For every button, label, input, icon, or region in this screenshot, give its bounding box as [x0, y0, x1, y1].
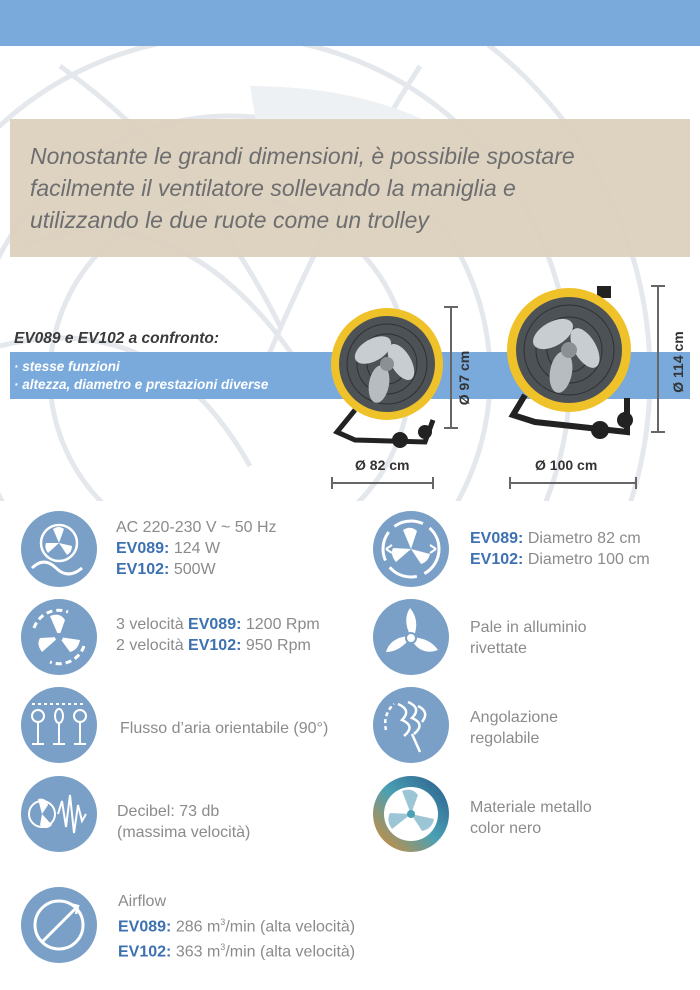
top-banner	[0, 0, 700, 46]
material-specs	[470, 797, 592, 839]
decibel-line-2: (massima velocità)	[117, 824, 251, 841]
feature-same-functions: · stesse funzioni	[14, 359, 120, 374]
airflow-value-1b: /min (alta velocità)	[225, 918, 356, 936]
blades-line-2: rivettate	[470, 640, 527, 657]
diameter-model-2: EV102:	[470, 551, 524, 568]
power-value-2: 500W	[169, 561, 216, 578]
tilt-icon	[372, 686, 450, 764]
feature-different-specs: · altezza, diametro e prestazioni diverse	[14, 377, 269, 392]
speed-value-1: 1200 Rpm	[241, 616, 320, 633]
decibel-icon	[20, 775, 98, 853]
diameter-specs	[470, 528, 650, 570]
diameter-value-1: Diametro 82 cm	[523, 530, 641, 547]
airflow-icon	[20, 886, 98, 964]
fan-ev102-height: Ø 114 cm	[670, 331, 686, 393]
airflow-direction-icon	[20, 686, 98, 764]
decibel-line-1: Decibel: 73 db	[117, 803, 220, 820]
airflow-model-1: EV089:	[118, 918, 172, 936]
airflow-unit-sup-2: 3	[220, 942, 226, 953]
airflow-specs	[118, 891, 355, 963]
airflow-direction-specs	[120, 718, 328, 739]
diameter-value-2: Diametro 100 cm	[523, 551, 650, 568]
power-model-2: EV102:	[116, 561, 170, 578]
diameter-model-1: EV089:	[470, 530, 524, 547]
blades-specs	[470, 617, 587, 659]
speed-icon	[20, 598, 98, 676]
fan-ev089-height: Ø 97 cm	[456, 350, 472, 406]
decibel-specs	[117, 801, 250, 843]
speed-prefix-2: 2 velocità	[116, 637, 189, 654]
headline-line-3: utilizzando le due ruote come un trolley	[30, 207, 429, 233]
comparison-title: EV089 e EV102 a confronto:	[14, 330, 220, 347]
power-model-1: EV089:	[116, 540, 170, 557]
speed-value-2: 950 Rpm	[241, 637, 311, 654]
airflow-label: Airflow	[118, 893, 167, 910]
power-specs	[116, 517, 277, 580]
speed-model-2: EV102:	[188, 637, 242, 654]
headline-line-2: facilmente il ventilatore sollevando la maniglia e	[30, 175, 516, 201]
tilt-specs	[470, 707, 558, 749]
power-fan-icon	[20, 510, 98, 588]
fan-ev089-diameter: Ø 82 cm	[355, 457, 410, 473]
fan-ev102-image	[505, 280, 650, 455]
blades-line-1: Pale in alluminio	[470, 619, 587, 636]
airflow-unit-sup-1: 3	[220, 917, 226, 927]
power-voltage: AC 220-230 V ~ 50 Hz	[116, 519, 277, 536]
headline-line-1: Nonostante le grandi dimensioni, è possibile spostare	[30, 143, 575, 169]
tilt-line-2: regolabile	[470, 730, 540, 747]
fan-ev089-diameter-line	[330, 476, 435, 490]
power-value-1: 124 W	[169, 540, 221, 557]
material-icon	[372, 775, 450, 853]
fan-ev102-diameter-line	[508, 476, 638, 490]
airflow-value-2b: /min (alta velocità)	[225, 943, 356, 961]
airflow-value-2a: 363 m	[171, 943, 221, 961]
speed-specs	[116, 614, 320, 656]
blades-icon	[372, 598, 450, 676]
speed-prefix-1: 3 velocità	[116, 616, 189, 633]
headline	[30, 140, 690, 236]
fan-ev102-height-line	[647, 284, 669, 434]
fan-ev102-diameter: Ø 100 cm	[535, 457, 598, 473]
diameter-fan-icon	[372, 510, 450, 588]
speed-model-1: EV089:	[188, 616, 242, 633]
material-line-1: Materiale metallo	[470, 799, 592, 816]
material-line-2: color nero	[470, 820, 542, 837]
airflow-value-1a: 286 m	[171, 918, 221, 936]
fan-ev089-image	[325, 300, 445, 460]
airflow-direction-line-1: Flusso d’aria orientabile (90°)	[120, 720, 329, 737]
tilt-line-1: Angolazione	[470, 709, 559, 726]
airflow-model-2: EV102:	[118, 943, 172, 961]
